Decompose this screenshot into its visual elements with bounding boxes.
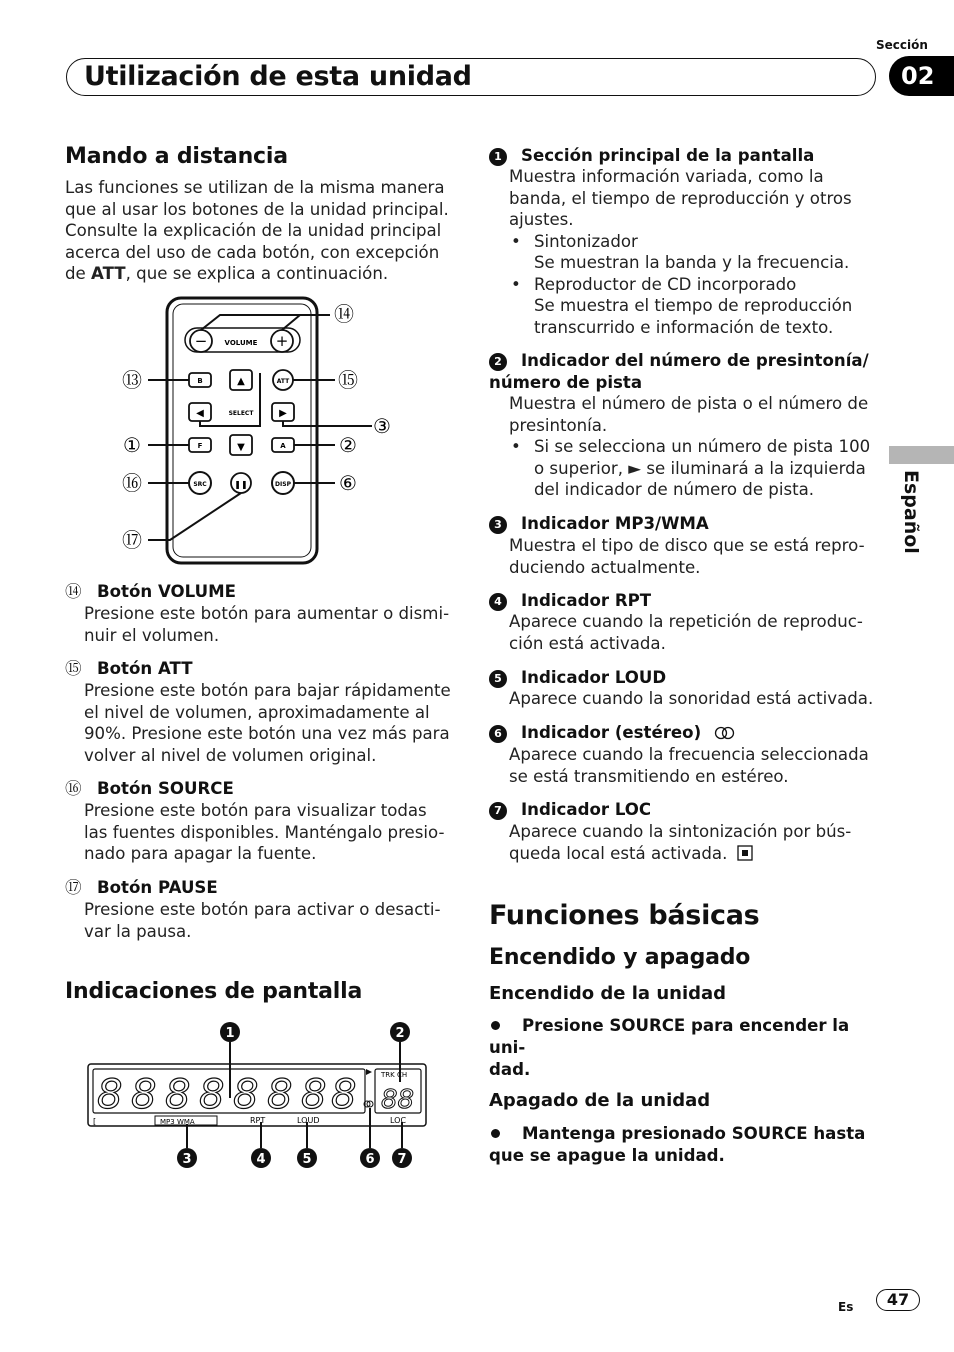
svg-text:8: 8 [331, 1072, 357, 1118]
indicator-body-2: Muestra el número de pista o el número de presintonía. • Si se selecciona un número de pista 100 o superior, ► se iluminará a la izquierda del indicador de número de pista. [509, 394, 871, 499]
track-number-segments: 88 [381, 1085, 415, 1115]
indicator-body-6: Aparece cuando la frecuencia seleccionada se está transmitiendo en estéreo. [509, 745, 869, 786]
volume-label: VOLUME [224, 339, 258, 347]
stereo-icon [713, 726, 737, 740]
mp3wma-indicator: MP3 WMA [160, 1118, 195, 1126]
indicator-body-5: Aparece cuando la sonoridad está activada. [509, 689, 874, 708]
indicator-title-3: 3 Indicador MP3/WMA [489, 513, 709, 534]
callout-15: ⑮ [338, 368, 358, 392]
indicator-title-5: 5 Indicador LOUD [489, 667, 666, 688]
item-body: Presione este botón para aumentar o dismi- nuir el volumen. [84, 604, 450, 645]
display-heading: Indicaciones de pantalla [65, 979, 363, 1004]
svg-text:3: 3 [182, 1152, 192, 1167]
item-title: ⑭ Botón VOLUME [65, 582, 236, 601]
item-body: Presione este botón para bajar rápidamente el nivel de volumen, aproximadamente al 90%. Presione este botón una vez más para volver al nivel de volumen original. [84, 681, 451, 765]
down-arrow-icon: ▼ [237, 442, 245, 453]
remote-intro: Las funciones se utilizan de la misma manera que al usar los botones de la unidad principal. Consulte la explicación de la unidad principal acerca del uso de cada botón, con excepción de ATT, que se explica a continuación. [65, 178, 449, 283]
indicator-title-2: 2 Indicador del número de presintonía/ [489, 350, 869, 371]
callout-6: ⑥ [339, 471, 357, 495]
svg-text:8: 8 [233, 1072, 259, 1118]
indicator-title-1: 1 Sección principal de la pantalla [489, 145, 814, 166]
trkch-label: TRK CH [381, 1071, 408, 1079]
indicator-title-7: 7 Indicador LOC [489, 799, 651, 820]
up-arrow-icon: ▲ [237, 376, 245, 387]
svg-text:SELECT: SELECT [228, 410, 254, 417]
power-heading: Encendido y apagado [489, 945, 751, 970]
power-off-heading: Apagado de la unidad [489, 1090, 711, 1111]
item-title: ⑮ Botón ATT [65, 659, 193, 678]
right-arrow-icon: ▶ [279, 408, 287, 419]
svg-text:DISP: DISP [275, 481, 291, 488]
power-on-instruction: Presione SOURCE para encender la uni- dad. [489, 1016, 850, 1079]
callout-17: ⑰ [122, 528, 142, 552]
rpt-indicator: RPT [250, 1116, 266, 1125]
remote-diagram [110, 295, 400, 570]
svg-text:SRC: SRC [193, 481, 207, 488]
plus-glyph: + [275, 332, 289, 350]
callout-1: ① [123, 433, 141, 457]
item-title: ⑰ Botón PAUSE [65, 878, 218, 897]
svg-text:8: 8 [97, 1072, 123, 1118]
section-label: Sección [876, 38, 928, 52]
left-arrow-icon: ◀ [196, 408, 204, 419]
indicator-title-2b: número de pista [489, 373, 643, 392]
loc-indicator: LOC [390, 1116, 407, 1125]
bullet-icon [491, 1021, 500, 1030]
svg-text:8: 8 [131, 1072, 157, 1118]
svg-text:1: 1 [225, 1026, 235, 1041]
loud-indicator: LOUD [297, 1116, 320, 1125]
power-off-instruction: Mantenga presionado SOURCE hasta que se apague la unidad. [489, 1124, 866, 1165]
indicator-title-4: 4 Indicador RPT [489, 590, 651, 611]
bullet-icon [491, 1129, 500, 1138]
svg-text:4: 4 [256, 1152, 266, 1167]
svg-text:8: 8 [267, 1072, 293, 1118]
callout-13: ⑬ [122, 368, 142, 392]
page-number: 47 [876, 1289, 920, 1311]
svg-text:6: 6 [365, 1152, 375, 1167]
callout-14: ⑭ [334, 302, 354, 326]
item-title: ⑯ Botón SOURCE [65, 779, 234, 798]
remote-heading: Mando a distancia [65, 144, 288, 169]
svg-text:ATT: ATT [276, 378, 290, 385]
power-on-heading: Encendido de la unidad [489, 983, 727, 1004]
item-body: Presione este botón para activar o desacti- var la pausa. [84, 900, 441, 941]
display-diagram [85, 1018, 430, 1173]
item-body: Presione este botón para visualizar todas las fuentes disponibles. Manténgalo presio- nado para apagar la fuente. [84, 801, 445, 863]
svg-text:7: 7 [397, 1152, 407, 1167]
callout-3: ③ [373, 414, 391, 438]
svg-text:A: A [280, 442, 286, 450]
section-number: 02 [889, 56, 954, 96]
minus-glyph: − [194, 332, 208, 350]
language-label: Español [900, 470, 922, 554]
indicator-body-1: Muestra información variada, como la banda, el tiempo de reproducción y otros ajustes. • Sintonizador Se muestran la banda y la frecuencia. • Reproductor de CD incorporado Se muestra el tiempo de reproducción transcurrido e información de texto. [509, 167, 853, 337]
indicator-title-6: 6 Indicador (estéreo) [489, 722, 737, 743]
svg-text:8: 8 [199, 1072, 225, 1118]
pause-icon: ❚❚ [234, 480, 248, 489]
indicator-body-3: Muestra el tipo de disco que se está repro- duciendo actualmente. [509, 536, 865, 577]
svg-text:B: B [197, 377, 203, 385]
callout-2: ② [339, 433, 357, 457]
indicator-body-4: Aparece cuando la repetición de reproduc- ción está activada. [509, 612, 863, 653]
svg-text:8: 8 [301, 1072, 327, 1118]
indicator-body-7: Aparece cuando la sintonización por bús- queda local está activada. [509, 822, 852, 863]
basic-functions-heading: Funciones básicas [489, 900, 760, 931]
footer-language-code: Es [838, 1300, 854, 1314]
svg-text:F: F [197, 442, 203, 450]
svg-text:8: 8 [165, 1072, 191, 1118]
svg-text:[: [ [93, 1117, 97, 1126]
svg-text:5: 5 [302, 1152, 312, 1167]
page-title: Utilización de esta unidad [84, 61, 472, 92]
end-mark-icon [737, 845, 753, 861]
svg-text:2: 2 [395, 1026, 405, 1041]
language-tab [889, 446, 954, 464]
callout-16: ⑯ [122, 471, 142, 495]
